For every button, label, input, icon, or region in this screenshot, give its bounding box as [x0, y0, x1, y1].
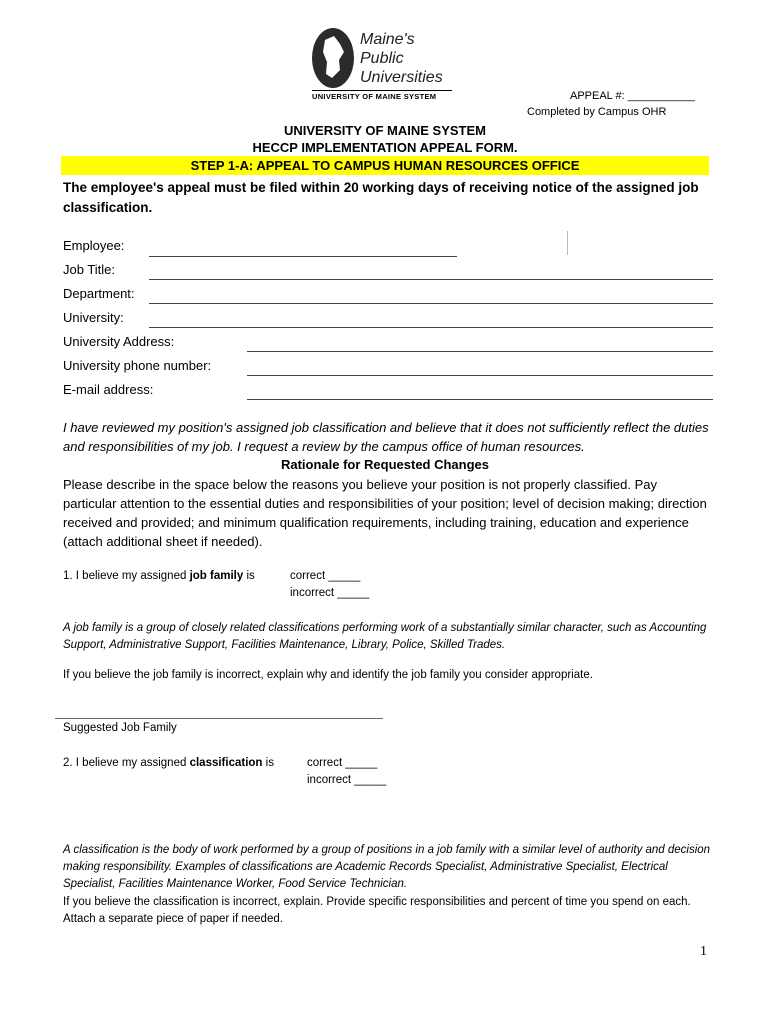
university-address-field[interactable]	[247, 351, 713, 352]
suggested-job-family-field[interactable]	[55, 718, 383, 719]
heading-university: UNIVERSITY OF MAINE SYSTEM	[283, 123, 486, 138]
logo-text: Maine's Public Universities	[360, 31, 443, 86]
appeal-number: APPEAL #: ___________	[570, 90, 695, 102]
maine-state-seal-icon	[310, 26, 356, 90]
filing-notice: The employee's appeal must be filed within 20 working days of receiving notice of the assigned job classification.	[63, 180, 699, 215]
job-family-instructions: If you believe the job family is incorrect, explain why and identify the job family you consider appropriate.	[63, 669, 593, 681]
university-label: University:	[63, 310, 124, 325]
review-statement: I have reviewed my position's assigned job classification and believe that it does not sufficiently reflect the duties and responsibilities of my job. I request a review by the campus office of human resources.	[63, 420, 709, 454]
question-job-family: 1. I believe my assigned job family is	[63, 570, 255, 582]
classification-incorrect-option[interactable]: incorrect _____	[307, 774, 387, 786]
email-field[interactable]	[247, 399, 713, 400]
department-field[interactable]	[149, 303, 713, 304]
logo-subline: UNIVERSITY OF MAINE SYSTEM	[312, 92, 437, 101]
job-title-field[interactable]	[149, 279, 713, 280]
logo-divider	[312, 90, 452, 91]
job-title-label: Job Title:	[63, 262, 116, 277]
step-banner: STEP 1-A: APPEAL TO CAMPUS HUMAN RESOURCES OFFICE	[61, 156, 709, 175]
classification-correct-option[interactable]: correct _____	[307, 757, 378, 769]
question-classification: 2. I believe my assigned classification is	[63, 757, 274, 769]
rationale-instructions: Please describe in the space below the reasons you believe your position is not properly classified. Pay particular attention to the essential duties and responsibilities of your position; level of decision making; direction received and provided; and minimum qualification requirements, including training, education and experience (attach additional sheet if needed).	[63, 477, 707, 549]
email-label: E-mail address:	[63, 382, 154, 397]
university-phone-label: University phone number:	[63, 358, 212, 373]
university-phone-field[interactable]	[247, 375, 713, 376]
university-address-label: University Address:	[63, 334, 175, 349]
completed-by: Completed by Campus OHR	[527, 106, 667, 118]
job-family-correct-option[interactable]: correct _____	[290, 570, 361, 582]
classification-definition: A classification is the body of work performed by a group of positions in a job family with a similar level of authority and decision making responsibility. Examples of classifications are Academic Records Specialist, Administrative Specialist, Electrical Specialist, Facilities Maintenance Worker, Food Service Technician.	[63, 844, 711, 890]
classification-instructions: If you believe the classification is incorrect, explain. Provide specific responsibilities and percent of time you spend on each. Attach a separate piece of paper if needed.	[63, 896, 691, 925]
rationale-heading: Rationale for Requested Changes	[280, 457, 490, 472]
divider	[567, 231, 568, 255]
maine-public-universities-logo	[310, 26, 458, 104]
heading-form-title: HECCP IMPLEMENTATION APPEAL FORM.	[252, 140, 518, 155]
job-family-definition: A job family is a group of closely related classifications performing work of a substantially similar character, such as Accounting Support, Administrative Support, Facilities Maintenance, Library, Police, Skilled Trades.	[63, 622, 707, 651]
suggested-job-family-label: Suggested Job Family	[63, 722, 177, 734]
university-field[interactable]	[149, 327, 713, 328]
employee-label: Employee:	[63, 238, 125, 253]
job-family-incorrect-option[interactable]: incorrect _____	[290, 587, 370, 599]
page-number: 1	[700, 944, 707, 959]
employee-field[interactable]	[149, 256, 457, 257]
department-label: Department:	[63, 286, 135, 301]
